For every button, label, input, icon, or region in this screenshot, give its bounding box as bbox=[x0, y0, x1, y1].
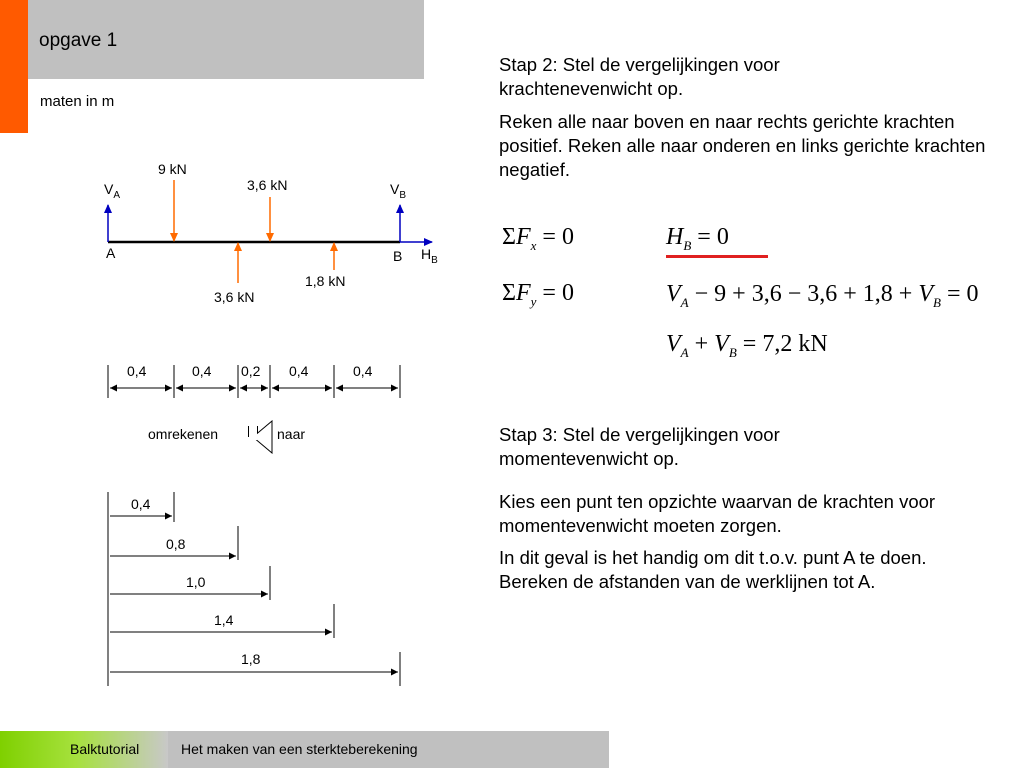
vb-label: $V_B$ bbox=[390, 181, 407, 201]
step2-block bbox=[499, 53, 1019, 182]
segment-label: 0,4 bbox=[127, 363, 147, 379]
convert-left-label: omrekenen bbox=[148, 426, 219, 442]
equation-va-vb: $V_A + V_B = 7,2$ kN bbox=[666, 331, 828, 360]
load-1-8kn-label: 1,8 kN bbox=[305, 273, 346, 289]
cumulative-label: 1,4 bbox=[214, 612, 234, 628]
equation-sum-fy: $\Sigma F_y = 0$ bbox=[502, 280, 574, 309]
va-label: $V_A$ bbox=[104, 181, 121, 201]
step3-block bbox=[499, 423, 1019, 594]
point-a-label: A bbox=[106, 245, 116, 261]
load-9kn-label: 9 kN bbox=[158, 161, 187, 177]
point-b-label: B bbox=[393, 248, 403, 264]
slide-title: opgave 1 bbox=[39, 30, 118, 51]
equation-vertical-sum: $V_A - 9 + 3,6 - 3,6 + 1,8 + V_B = 0$ bbox=[666, 281, 979, 310]
load-3-6kn-bottom-label: 3,6 kN bbox=[214, 289, 255, 305]
step3-heading: Stap 3: Stel de vergelijkingen voor momentevenwicht op. bbox=[499, 424, 780, 469]
hb-label: $H_B$ bbox=[421, 246, 438, 266]
equation-sum-fx: $\Sigma F_x = 0$ bbox=[502, 224, 574, 253]
segment-label: 0,4 bbox=[192, 363, 212, 379]
cumulative-label: 1,0 bbox=[186, 574, 206, 590]
step2-body: Reken alle naar boven en naar rechts gerichte krachten positief. Reken alle naar onderen en links gerichte krachten negatief. bbox=[499, 111, 986, 180]
segment-label: 0,4 bbox=[353, 363, 373, 379]
convert-right-label: naar bbox=[277, 426, 306, 442]
segment-label: 0,4 bbox=[289, 363, 309, 379]
footer-left bbox=[0, 731, 168, 768]
equation-hb: $H_B = 0$ bbox=[666, 224, 729, 253]
step2-heading: Stap 2: Stel de vergelijkingen voor krachtenevenwicht op. bbox=[499, 54, 780, 99]
beam-diagram bbox=[0, 0, 470, 730]
hb-underline bbox=[666, 255, 768, 258]
cumulative-label: 1,8 bbox=[241, 651, 261, 667]
units-note: maten in m bbox=[40, 93, 115, 110]
segment-label: 0,2 bbox=[241, 363, 261, 379]
footer-right-label: Het maken van een sterkteberekening bbox=[181, 741, 418, 757]
footer-right bbox=[168, 731, 609, 768]
step3-body2: In dit geval is het handig om dit t.o.v. punt A te doen. Bereken de afstanden van de werklijnen tot A. bbox=[499, 547, 927, 592]
load-3-6kn-top-label: 3,6 kN bbox=[247, 177, 288, 193]
footer-left-label: Balktutorial bbox=[70, 741, 140, 757]
cumulative-label: 0,8 bbox=[166, 536, 186, 552]
cumulative-label: 0,4 bbox=[131, 496, 151, 512]
step3-body1: Kies een punt ten opzichte waarvan de krachten voor momentevenwicht moeten zorgen. bbox=[499, 491, 936, 536]
